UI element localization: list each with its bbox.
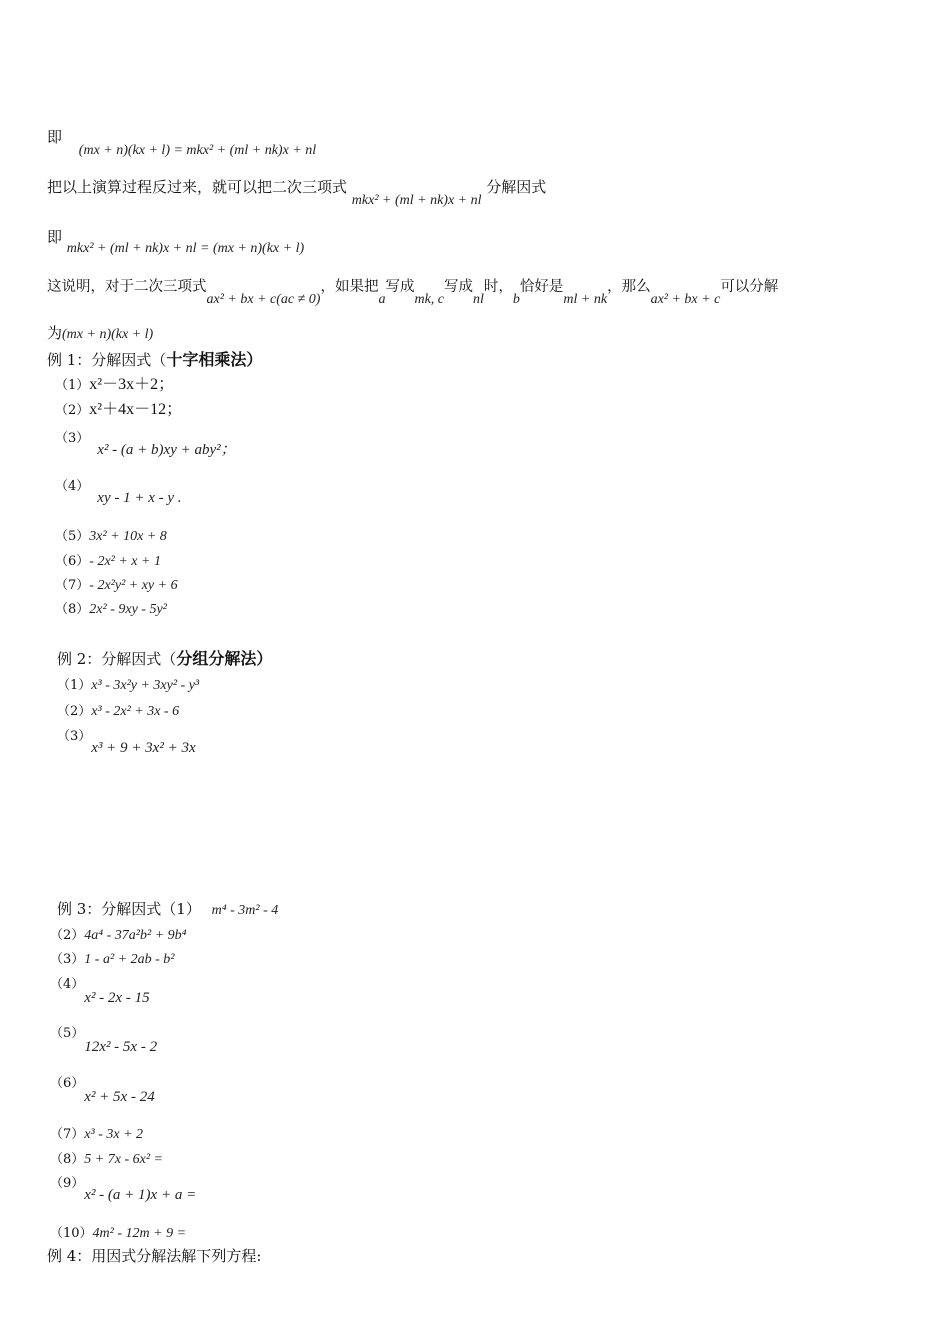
example-1-item-1 <box>55 377 174 393</box>
example-3-item-3 <box>50 951 174 967</box>
formula: x³ - 3x + 2 <box>84 1127 144 1142</box>
formula: 5 + 7x - 6x² = <box>84 1152 163 1167</box>
example-1-item-4 <box>55 478 182 506</box>
formula: x²－3x＋2； <box>89 376 175 393</box>
formula: x² - (a + b)xy + aby²； <box>97 442 236 458</box>
item-number: （5） <box>55 529 90 544</box>
item-number: （8） <box>55 602 90 617</box>
example-3-item-9 <box>50 1175 197 1203</box>
formula: m⁴ - 3m² - 4 <box>211 903 279 918</box>
text: 分解因式 <box>486 178 547 196</box>
item-number: （2） <box>57 704 92 719</box>
item-number: （1） <box>55 378 90 393</box>
item-number: （1） <box>57 678 92 693</box>
example-1-item-3 <box>55 430 236 458</box>
derivation-line-2 <box>47 178 547 208</box>
text: 写成 <box>385 279 415 295</box>
item-number: （10） <box>50 1226 93 1241</box>
formula: mk, c <box>414 292 445 307</box>
formula: (mx + n)(kx + l) <box>62 327 154 342</box>
example-3-item-4 <box>50 976 150 1006</box>
formula: 2x² - 9xy - 5y² <box>89 602 167 617</box>
formula: x² - 2x - 15 <box>84 990 150 1006</box>
example-2-item-3 <box>57 728 196 756</box>
item-number: （6） <box>50 1076 85 1091</box>
text: 例 2：分解因式（ <box>57 650 177 668</box>
example-1-item-6 <box>55 553 161 569</box>
formula: x³ - 3x²y + 3xy² - y³ <box>91 678 200 693</box>
item-number: （3） <box>55 431 90 446</box>
item-number: （9） <box>50 1176 85 1191</box>
example-3-title <box>57 902 278 918</box>
formula: b <box>512 292 520 307</box>
formula: 4a⁴ - 37a²b² + 9b⁴ <box>84 928 187 943</box>
example-3-item-5 <box>50 1025 158 1055</box>
example-3-item-10 <box>50 1225 186 1241</box>
example-2-item-2 <box>57 703 179 719</box>
example-1-title <box>47 352 262 368</box>
item-number: （6） <box>55 554 90 569</box>
example-4-title <box>47 1249 261 1264</box>
example-1-item-5 <box>55 528 167 544</box>
item-number: （4） <box>55 479 90 494</box>
item-number: （3） <box>57 729 92 744</box>
item-number: （5） <box>50 1026 85 1041</box>
formula: - 2x²y² + xy + 6 <box>89 578 178 593</box>
formula: - 2x² + x + 1 <box>89 554 161 569</box>
example-3-item-6 <box>50 1075 155 1105</box>
example-3-item-2 <box>50 927 187 943</box>
text: 可以分解 <box>720 279 779 295</box>
formula: mkx² + (ml + nk)x + nl = (mx + n)(kx + l) <box>66 241 305 256</box>
example-2-title <box>57 651 272 667</box>
example-1-item-8 <box>55 601 167 617</box>
derivation-line-5 <box>47 326 153 342</box>
text: 例 4：用因式分解法解下列方程: <box>47 1247 262 1265</box>
formula: ax² + bx + c <box>650 292 721 307</box>
text: 恰好是 <box>519 279 564 295</box>
formula: a <box>378 292 386 307</box>
text: 即 <box>47 228 63 246</box>
formula: nl <box>473 292 484 307</box>
text: 写成 <box>444 279 474 295</box>
derivation-line-4 <box>47 279 779 307</box>
formula: x² - (a + 1)x + a = <box>84 1187 197 1203</box>
formula: ml + nk <box>563 292 608 307</box>
text: 把以上演算过程反过来，就可以把二次三项式 <box>47 178 348 196</box>
formula: 4m² - 12m + 9 = <box>92 1226 187 1241</box>
formula: x³ - 2x² + 3x - 6 <box>91 704 180 719</box>
formula: (mx + n)(kx + l) = mkx² + (ml + nk)x + nl <box>78 143 317 158</box>
text: ，如果把 <box>320 279 379 295</box>
text: ，那么 <box>607 279 651 295</box>
example-1-item-2 <box>55 402 182 418</box>
text: 例 3：分解因式（1） <box>57 900 201 918</box>
bold-text: 十字相乘法） <box>166 350 263 369</box>
formula: 12x² - 5x - 2 <box>84 1039 158 1055</box>
formula: x² + 5x - 24 <box>84 1089 155 1105</box>
item-number: （7） <box>50 1127 85 1142</box>
bold-text: 分组分解法） <box>176 649 273 668</box>
formula: 3x² + 10x + 8 <box>89 529 167 544</box>
example-3-item-8 <box>50 1151 163 1167</box>
derivation-line-3 <box>47 228 305 256</box>
item-number: （4） <box>50 977 85 992</box>
formula: x²＋4x－12； <box>89 401 183 418</box>
example-3-item-7 <box>50 1126 143 1142</box>
text: 即 <box>47 128 63 146</box>
formula: xy - 1 + x - y . <box>97 490 182 506</box>
text: 时， <box>483 279 513 295</box>
text: 这说明，对于二次三项式 <box>47 279 207 295</box>
text: 例 1：分解因式（ <box>47 351 167 369</box>
formula: ax² + bx + c(ac ≠ 0) <box>206 292 321 307</box>
example-2-item-1 <box>57 677 199 693</box>
formula: mkx² + (ml + nk)x + nl <box>351 193 482 208</box>
item-number: （8） <box>50 1152 85 1167</box>
formula: x³ + 9 + 3x² + 3x <box>91 740 196 756</box>
item-number: （3） <box>50 952 85 967</box>
text: 为 <box>47 324 63 342</box>
derivation-line-1 <box>47 128 317 158</box>
item-number: （2） <box>55 403 90 418</box>
formula: 1 - a² + 2ab - b² <box>84 952 175 967</box>
item-number: （7） <box>55 578 90 593</box>
item-number: （2） <box>50 928 85 943</box>
example-1-item-7 <box>55 577 178 593</box>
